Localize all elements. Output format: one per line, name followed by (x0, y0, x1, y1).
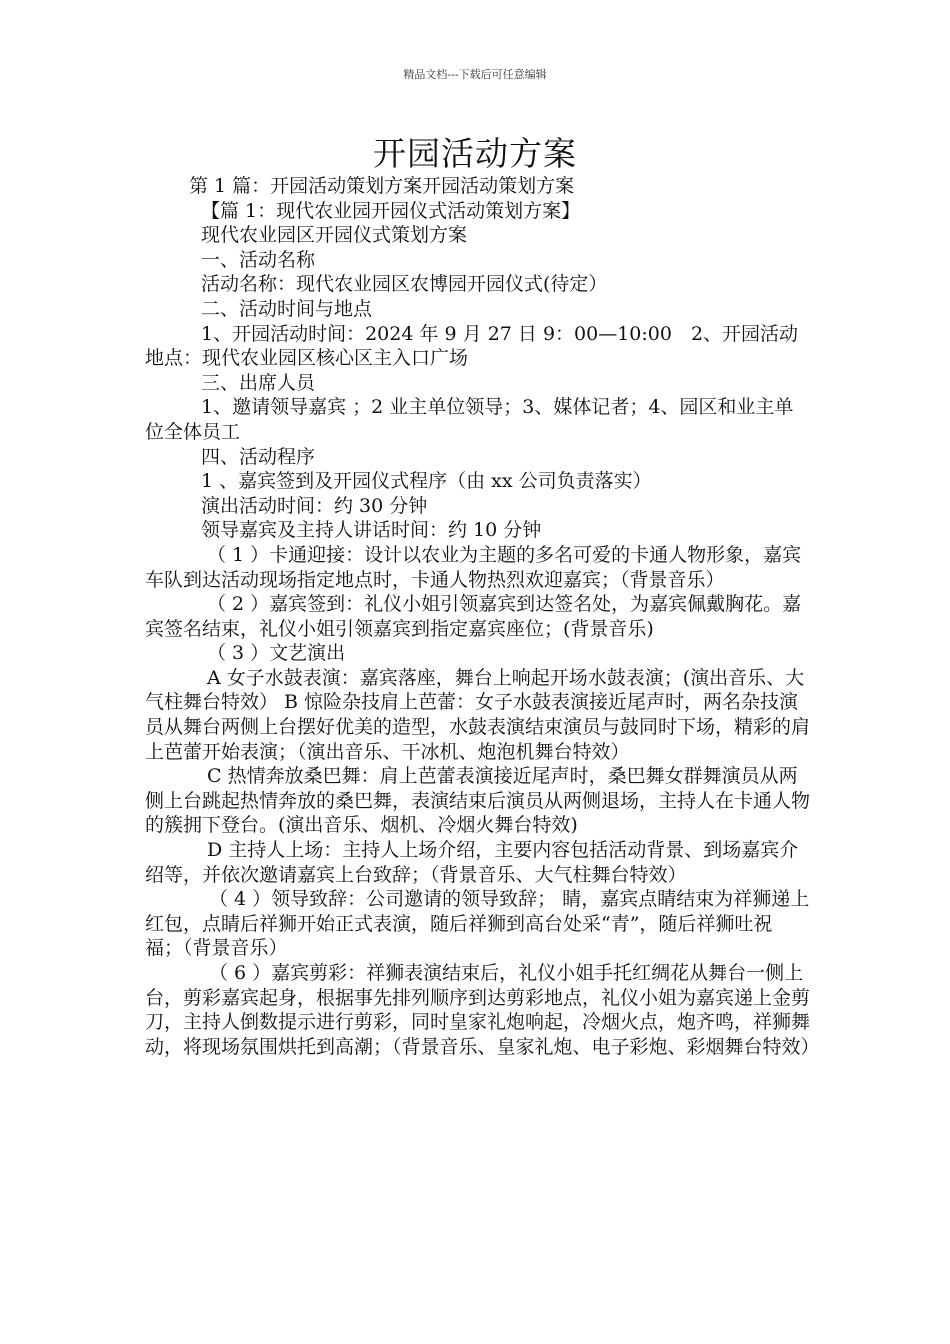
program-intro: 1 、嘉宾签到及开园仪式程序（由 xx 公司负责落实） (201, 470, 652, 493)
step-leader-speech: （ 4 ）领导致辞：公司邀请的领导致辞； 睛，嘉宾点睛结束为祥狮递上红包，点睛后祥狮开始正式表演，随后祥狮到高台处采“青”，随后祥狮吐祝福；（背景音乐） (145, 888, 810, 960)
heading-program: 四、活动程序 (201, 445, 316, 468)
performance-c: C 热情奔放桑巴舞：肩上芭蕾表演接近尾声时，桑巴舞女群舞演员从两侧上台跳起热情奔放的桑巴舞，表演结束后演员从两侧退场，主持人在卡通人物的簇拥下登台。(演出音乐、烟机、冷烟火舞台特效) (145, 765, 811, 837)
performance-d: D 主持人上场：主持人上场介绍，主要内容包括活动背景、到场嘉宾介绍等，并依次邀请嘉宾上台致辞；（背景音乐、大气柱舞台特效） (145, 839, 799, 886)
step-cartoon-welcome: （ 1 ）卡通迎接：设计以农业为主题的多名可爱的卡通人物形象，嘉宾车队到达活动现场指定地点时，卡通人物热烈欢迎嘉宾；（背景音乐） (145, 543, 802, 591)
performance-a-b: A 女子水鼓表演：嘉宾落座，舞台上响起开场水鼓表演；(演出音乐、大气柱舞台特效） B 惊险杂技肩上芭蕾：女子水鼓表演接近尾声时，两名杂技演员从舞台两侧上台摆好优美的造型，水鼓表演结束演员与鼓同时下场，精彩的肩上芭蕾开始表演；（演出音乐、干冰机、炮泡机舞台特效） (145, 666, 811, 763)
heading-time-place: 二、活动时间与地点 (201, 297, 373, 320)
step-guest-signin: （ 2 ）嘉宾签到：礼仪小姐引领嘉宾到达签名处，为嘉宾佩戴胸花。嘉宾签名结束，礼仪小姐引领嘉宾到指定嘉宾座位；(背景音乐) (145, 593, 802, 640)
performance-duration: 演出活动时间：约 30 分钟 (201, 494, 428, 517)
time-place-text: 1、开园活动时间：2024 年 9 月 27 日 9：00—10:00 2、开园活动地点：现代农业园区核心区主入口广场 (145, 322, 799, 370)
document-body (145, 174, 820, 1059)
speech-duration: 领导嘉宾及主持人讲话时间：约 10 分钟 (201, 519, 542, 542)
document-title: 开园活动方案 (373, 134, 577, 173)
activity-name-text: 活动名称：现代农业园区农博园开园仪式(待定） (201, 273, 608, 296)
plan-title: 现代农业园区开园仪式策划方案 (201, 224, 468, 247)
heading-attendees: 三、出席人员 (201, 371, 316, 394)
page-header-note: 精品文档---下载后可任意编辑 (403, 68, 547, 81)
step-performance: （ 3 ）文艺演出 (207, 642, 346, 665)
step-ribbon-cutting: （ 6 ）嘉宾剪彩：祥狮表演结束后，礼仪小姐手托红绸花从舞台一侧上台，剪彩嘉宾起身，根据事先排列顺序到达剪彩地点，礼仪小姐为嘉宾递上金剪刀，主持人倒数提示进行剪彩，同时皇家礼炮响起，冷烟火点，炮齐鸣，祥狮舞动，将现场氛围烘托到高潮；（背景音乐、皇家礼炮、电子彩炮、彩烟舞台特效） (145, 962, 820, 1058)
attendees-text: 1、邀请领导嘉宾 ；2 业主单位领导；3、媒体记者；4、园区和业主单位全体员工 (145, 396, 794, 443)
section-heading: 【篇 1：现代农业园开园仪式活动策划方案】 (201, 199, 581, 222)
chapter-heading: 第 1 篇：开园活动策划方案开园活动策划方案 (189, 175, 575, 197)
heading-activity-name: 一、活动名称 (201, 248, 316, 271)
